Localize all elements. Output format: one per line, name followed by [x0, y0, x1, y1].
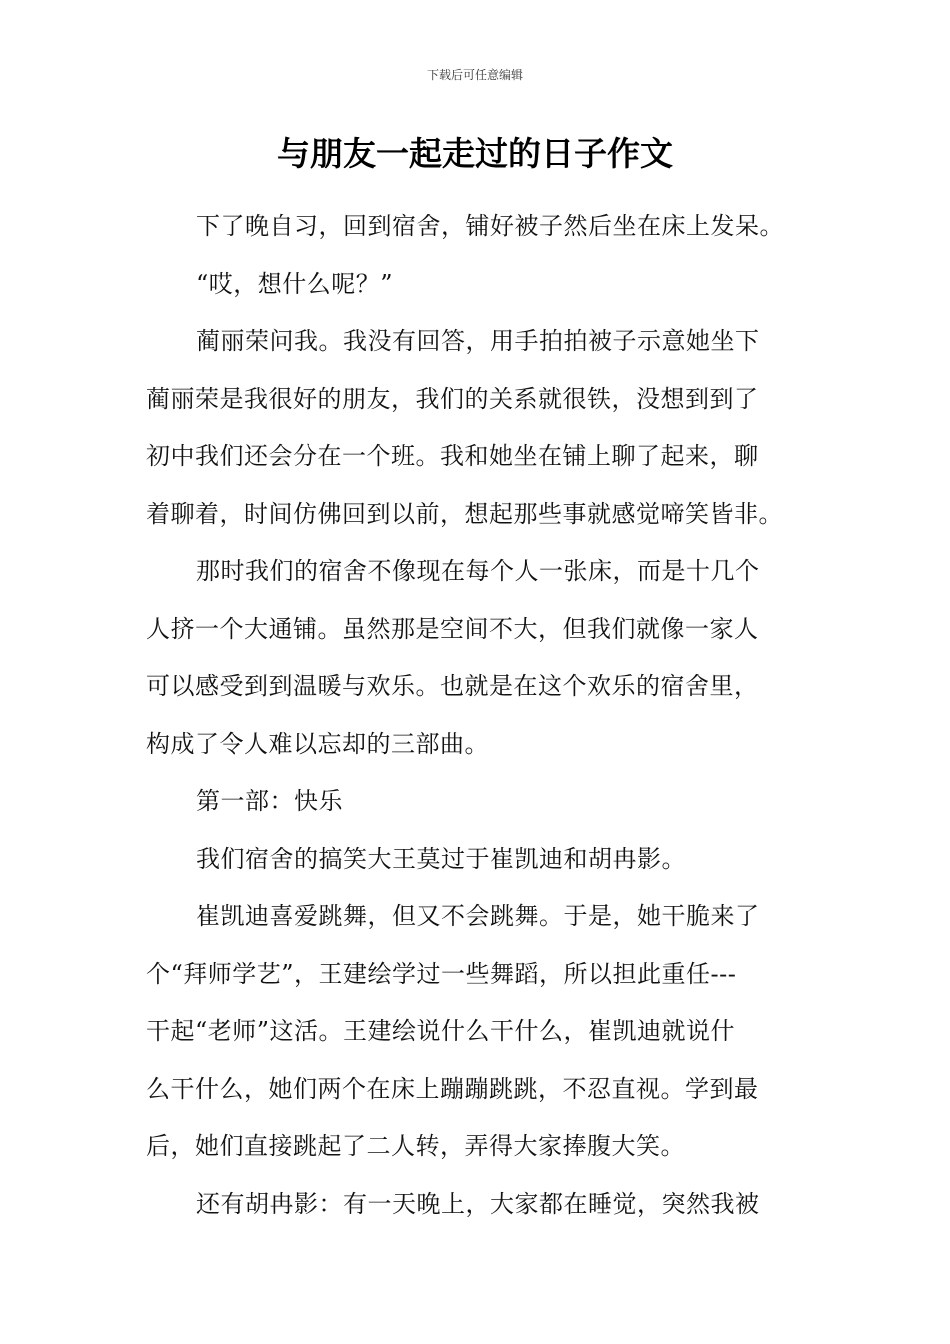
text-line: 下了晚自习，回到宿舍，铺好被子然后坐在床上发呆。 [196, 212, 784, 240]
text-line: “哎，想什么呢？” [196, 269, 394, 298]
text-line: 崔凯迪喜爱跳舞，但又不会跳舞。于是，她干脆来了 [196, 902, 760, 930]
text-line: 还有胡冉影：有一天晚上，大家都在睡觉，突然我被 [196, 1189, 760, 1218]
text-line: 那时我们的宿舍不像现在每个人一张床，而是十几个 [196, 557, 760, 585]
text-line: 我们宿舍的搞笑大王莫过于崔凯迪和胡冉影。 [196, 844, 686, 873]
text-line: 初中我们还会分在一个班。我和她坐在铺上聊了起来，聊 [146, 442, 759, 470]
text-line: 人挤一个大通铺。虽然那是空间不大，但我们就像一家人 [146, 614, 759, 643]
text-line: 后，她们直接跳起了二人转，弄得大家捧腹大笑。 [146, 1132, 685, 1160]
text-line: 蔺丽荣问我。我没有回答，用手拍拍被子示意她坐下 [196, 327, 760, 355]
page-title: 与朋友一起走过的日子作文 [277, 134, 673, 173]
text-line: 个“拜师学艺”，王建绘学过一些舞蹈，所以担此重任--- [146, 959, 737, 988]
text-line: 可以感受到到温暖与欢乐。也就是在这个欢乐的宿舍里， [146, 672, 759, 700]
text-line: 么干什么，她们两个在床上蹦蹦跳跳，不忍直视。学到最 [146, 1074, 759, 1103]
essay-body [146, 198, 810, 1233]
text-line: 蔺丽荣是我很好的朋友，我们的关系就很铁，没想到到了 [146, 384, 759, 413]
header-note: 下载后可任意编辑 [426, 68, 523, 82]
text-line: 着聊着，时间仿佛回到以前，想起那些事就感觉啼笑皆非。 [146, 499, 783, 528]
text-line: 第一部：快乐 [196, 787, 343, 815]
text-line: 干起“老师”这活。王建绘说什么干什么，崔凯迪就说什 [146, 1017, 736, 1045]
text-line: 构成了令人难以忘却的三部曲。 [146, 729, 489, 758]
